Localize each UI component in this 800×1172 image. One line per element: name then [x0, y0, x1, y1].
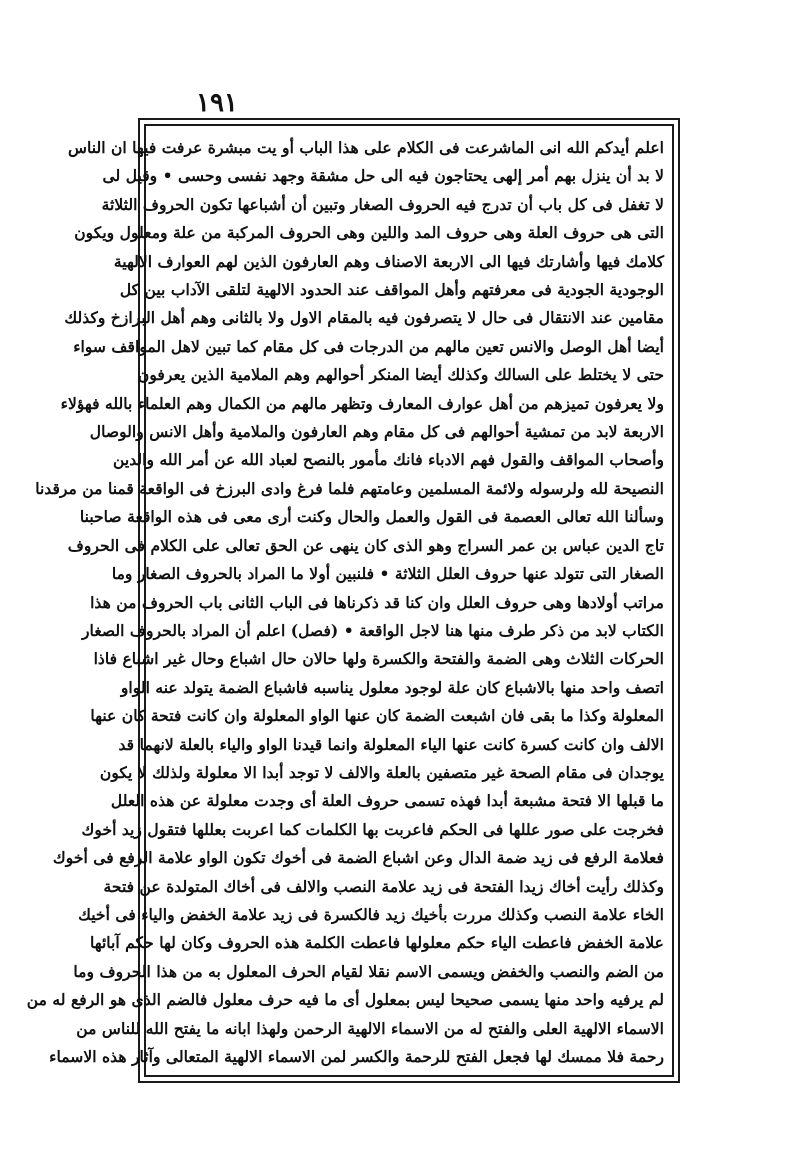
text-line: ولا يعرفون تميزهم من أهل عوارف المعارف وتظهر مالهم من الكمال وهم العلماء بالله فهؤلاء [60, 393, 664, 413]
text-line: وكذلك رأيت أخاك زيدا الفتحة فى زيد علامة النصب والالف فى أخاك المتولدة عن فتحة [103, 876, 664, 896]
text-line: من الضم والنصب والخفض ويسمى الاسم نقلا لقيام الحرف المعلول به من هذا الحروف وما [73, 961, 664, 981]
text-line: رحمة فلا ممسك لها فجعل الفتح للرحمة والكسر لمن الاسماء الالهية المتعالى وآثار هذه الاسماء [49, 1047, 664, 1066]
text-line: تاج الدين عباس بن عمر السراج وهو الذى كان ينهى عن الحق تعالى على الكلام فى الحروف [67, 535, 664, 555]
text-line: يوجدان فى مقام الصحة غير متصفين بالعلة والالف لا توجد أبدا الا معلولة ولذلك لا يكون [99, 762, 664, 782]
text-line: ما قبلها الا فتحة مشبعة أبدا فهذه تسمى حروف العلة أى وجدت معلولة عن هذه العلل [110, 791, 664, 811]
text-line: فعلامة الرفع فى زيد ضمة الدال وعن اشباع الضمة فى أخوك تكون الواو علامة الرفع فى أخوك [52, 848, 664, 868]
text-line: الالف وان كانت كسرة كانت عنها الياء المعلولة وانما قيدنا الواو والياء بالعلة لانهما قد [118, 734, 664, 754]
text-line: اتصف واحد منها بالاشباع كان علة لوجود معلول يناسبه فاشباع الضمة يتولد عنه الواو [120, 677, 664, 697]
text-line: أيضا أهل الوصل والانس تعين مالهم من الدرجات فى كل مقام كما تبين لاهل المواقف سواء [73, 336, 664, 356]
text-line: اعلم أيدكم الله انى الماشرعت فى الكلام على هذا الباب أو يت مبشرة عرفت فيها ان الناس [67, 138, 664, 157]
text-line: مقامين عند الانتقال فى حال لا يتصرفون فيه بالمقام الاول ولا بالثانى وهم أهل البرازخ وكذلك [64, 308, 664, 328]
text-line: لم يرفيه واحد منها يسمى صحيحا ليس بمعلول أى ما فيه حرف معلول فالضم الذى هو الرفع له من [26, 990, 664, 1010]
text-line: فخرجت على صور عللها فى الحكم فاعربت بها الكلمات كما اعربت بعللها فتقول زيد أخوك [81, 819, 664, 839]
text-line: الخاء علامة النصب وكذلك مررت بأخيك زيد فالكسرة فى زيد علامة الخفض والياء فى أخيك [78, 904, 664, 924]
text-line: كلامك فيها وأشارتك فيها الى الاربعة الاصناف وهم العارفون الذين لهم العوارف الالهية [113, 251, 664, 271]
page-border-outer [26, 118, 680, 1083]
page-number: ١٩١ [196, 88, 238, 118]
page-border-inner [26, 124, 674, 1077]
text-line: وسألنا الله تعالى العصمة فى القول والعمل والحال وكنت أرى معى فى هذه الواقعة صاحبنا [79, 507, 664, 527]
text-line: الحركات الثلاث وهى الضمة والفتحة والكسرة ولها حالان حال اشباع وحال غير اشباع فاذا [93, 649, 664, 669]
text-line: المعلولة وكذا ما بقى فان اشبعت الضمة كان عنها الواو المعلولة وان كانت فتحة كان عنها [90, 706, 664, 726]
text-line: التى هى حروف العلة وهى حروف المد واللين وهى الحروف المركبة من علة ومعلول ويكون [74, 223, 664, 243]
text-line: مراتب أولادها وهى حروف العلل وان كنا قد ذكرناها فى الباب الثانى باب الحروف من هذا [90, 592, 664, 612]
text-line: لا بد أن ينزل بهم أمر إلهى يحتاجون فيه الى حل مشقة وجهد نفسى وحسى • وقيل لى [102, 166, 664, 186]
text-line: علامة الخفض فاعطت الياء حكم معلولها فاعطت الكلمة هذه الحروف وكان لها حكم آبائها [90, 933, 664, 953]
text-line: وأصحاب المواقف والقول فهم الادباء فانك مأمور بالنصح لعباد الله عن أمر الله والدين [113, 450, 664, 470]
main-text [26, 136, 664, 1069]
text-line: الاربعة لابد من تمشية أحوالهم فى كل مقام وهم العارفون والملامية وأهل الانس والوصال [89, 422, 664, 442]
text-line: الوجودية الجودية فى معرفتهم وأهل المواقف عند الحدود الالهية لتلقى الآداب بين كل [119, 280, 664, 300]
text-line: الصغار التى تتولد عنها حروف العلل الثلاثة • فلنبين أولا ما المراد بالحروف الصغار وما [111, 564, 664, 584]
text-line: الكتاب لابد من ذكر طرف منها هنا لاجل الواقعة • (فصل) اعلم أن المراد بالحروف الصغار [82, 620, 664, 640]
text-line: الاسماء الالهية العلى والفتح له من الاسماء الالهية الرحمن ولهذا ابانه ما يفتح الله للناس من [76, 1018, 664, 1038]
text-line: حتى لا يختلط على السالك وكذلك أيضا المنكر أحوالهم وهم الملامية الذين يعرفون [137, 365, 664, 385]
text-line: لا تغفل فى كل باب أن تدرج فيه الحروف الصغار وتبين أن أشباعها تكون الحروف الثلاثة [101, 194, 664, 214]
text-line: النصيحة لله ولرسوله ولائمة المسلمين وعامتهم فلما فرغ وادى البرزخ فى الواقعة قمنا من مرقدنا [35, 478, 664, 498]
